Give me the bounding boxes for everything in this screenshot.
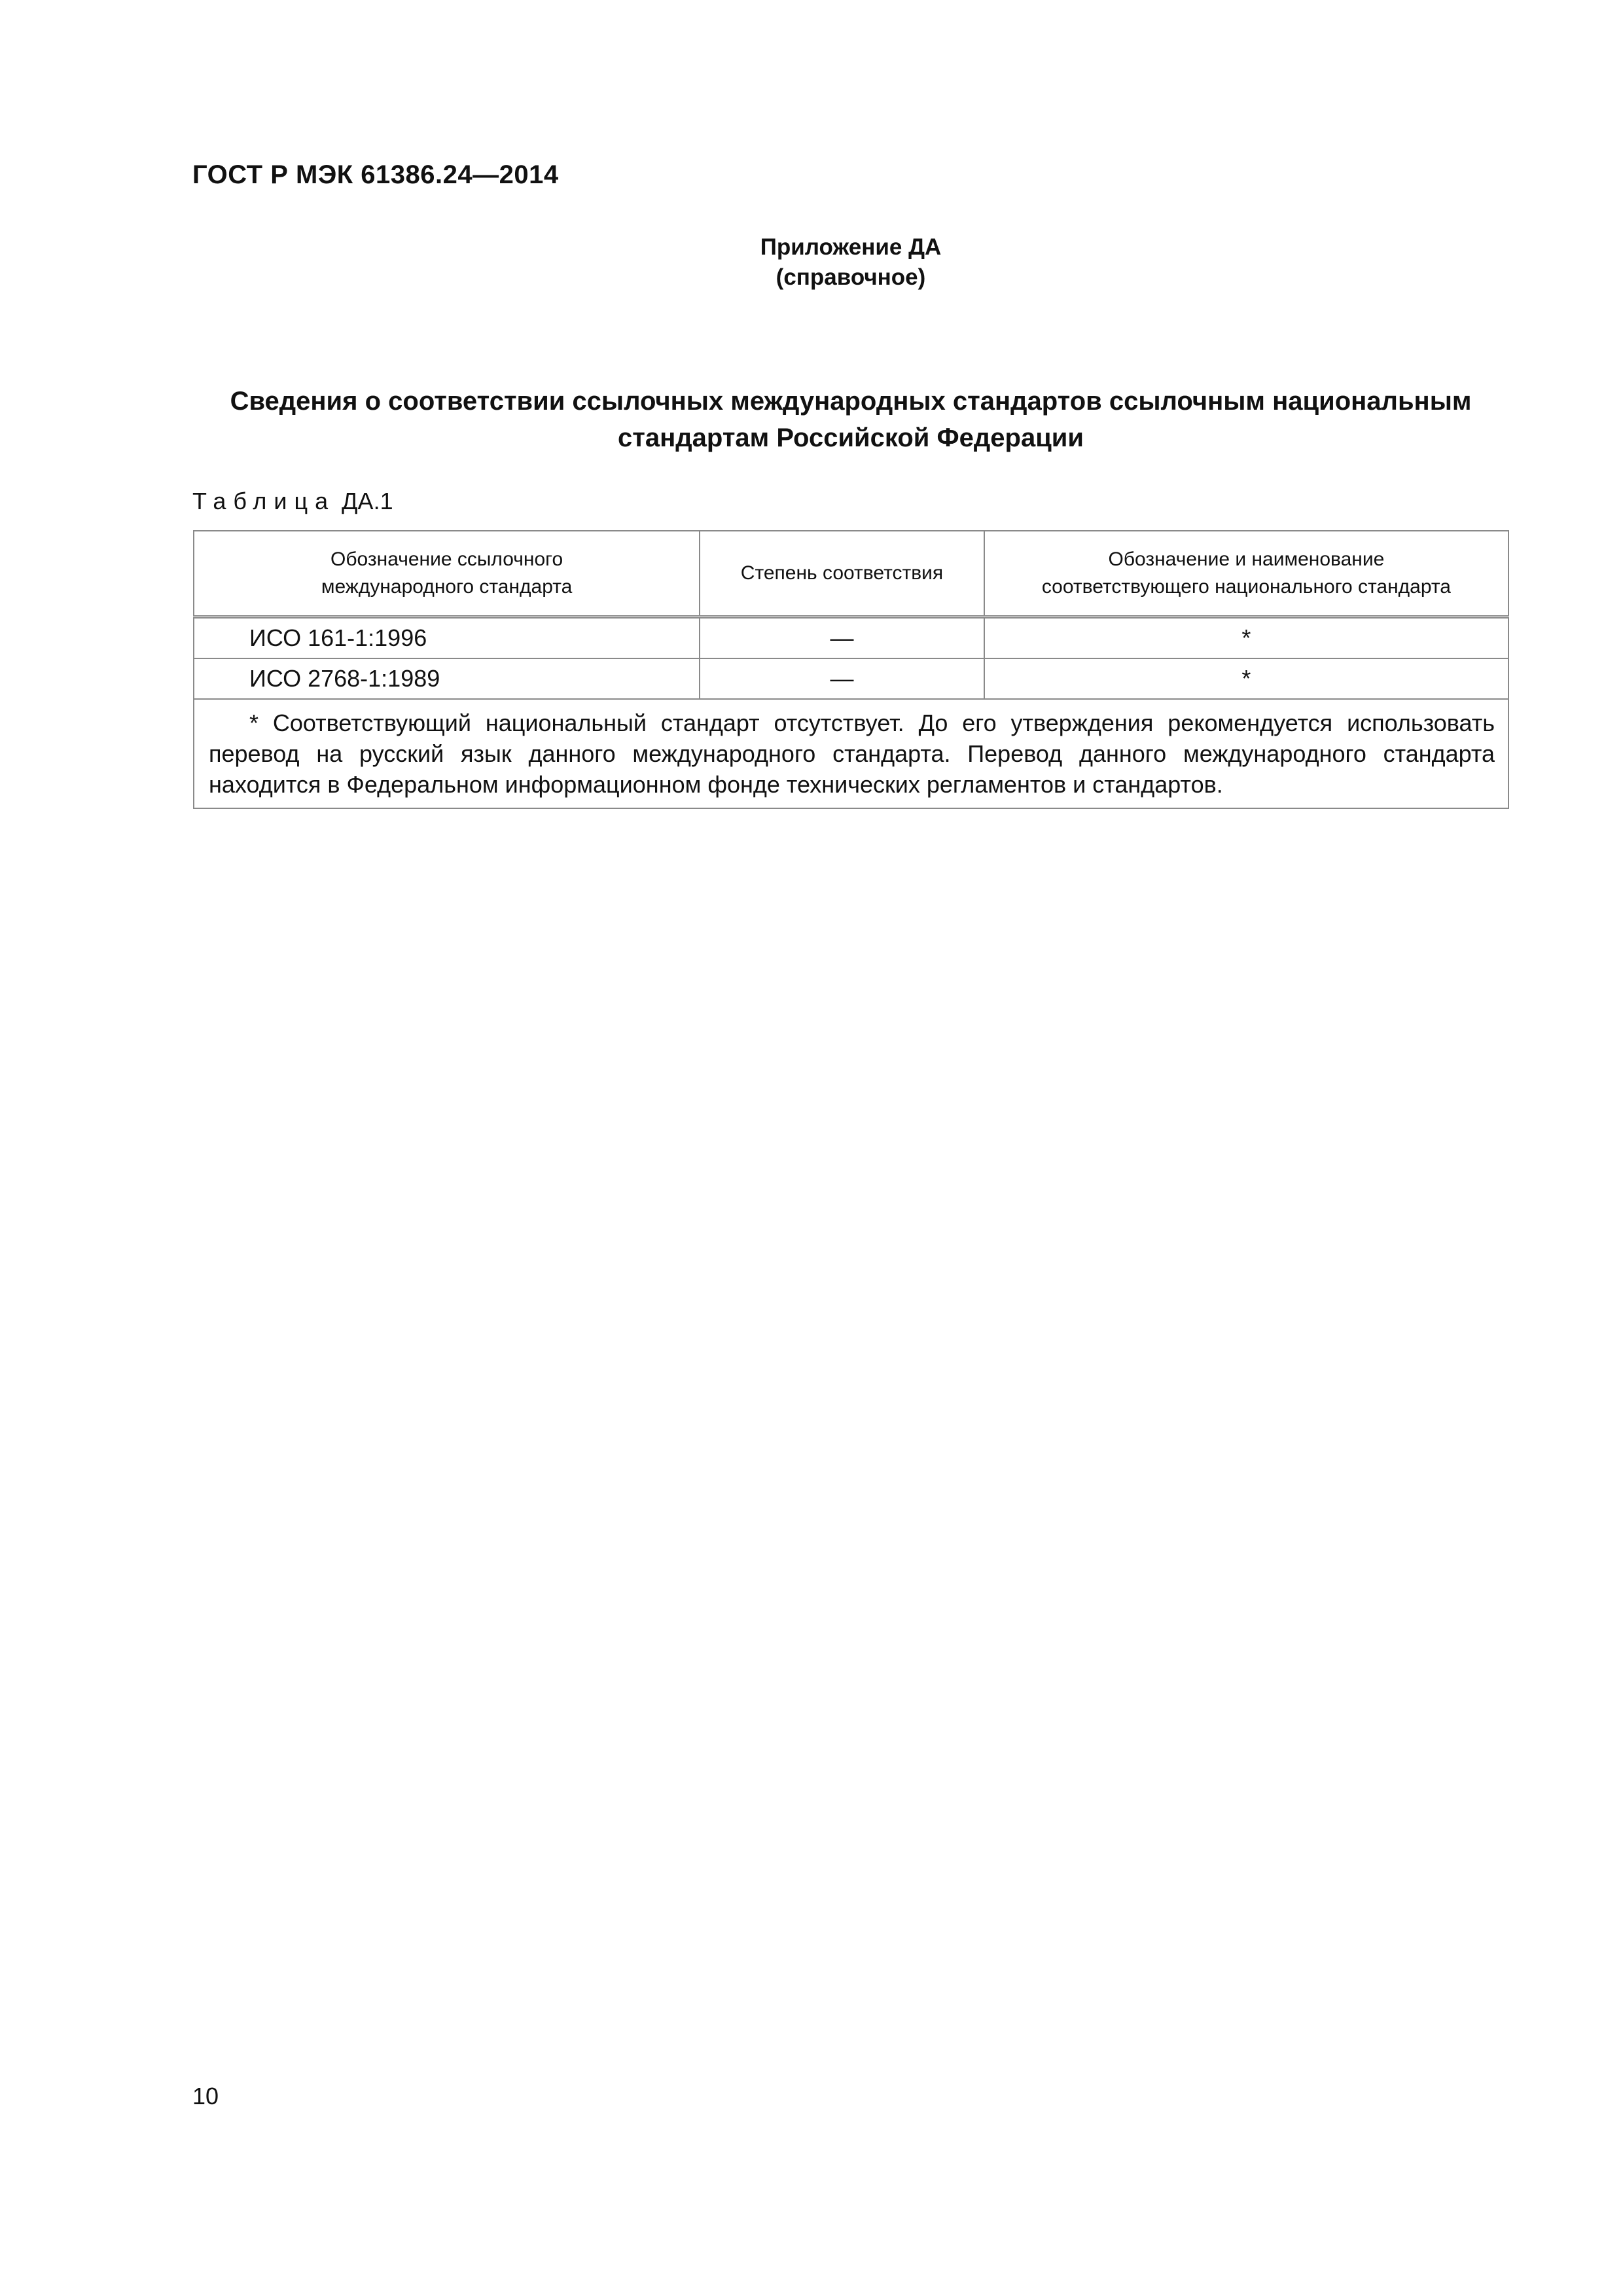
section-title-line-2: стандартам Российской Федерации <box>618 423 1084 452</box>
annex-type: (справочное) <box>776 264 926 290</box>
section-title-line-1: Сведения о соответствии ссылочных международных стандартов ссылочным национальным <box>230 387 1472 416</box>
column-header-national-line-2: соответствующего национального стандарта <box>1041 576 1451 598</box>
column-header-degree <box>700 531 984 617</box>
table-caption-word: Таблица <box>192 488 336 514</box>
column-header-intl-line-2: международного стандарта <box>321 576 573 598</box>
table-caption <box>192 488 393 515</box>
column-header-degree-line-1: Степень соответствия <box>740 562 944 584</box>
cell-degree: — <box>700 658 984 699</box>
table-header-row <box>194 531 1508 617</box>
cell-national-standard: * <box>984 617 1508 659</box>
column-header-intl-line-1: Обозначение ссылочного <box>330 548 563 570</box>
table-row <box>194 617 1508 659</box>
cell-degree: — <box>700 617 984 659</box>
table-caption-number: ДА.1 <box>342 488 393 514</box>
annex-heading <box>0 232 1623 293</box>
column-header-national-line-1: Обозначение и наименование <box>1108 548 1385 570</box>
page-number: 10 <box>192 2083 219 2109</box>
table-row <box>194 658 1508 699</box>
column-header-intl-standard <box>194 531 700 617</box>
table-footnote: * Соответствующий национальный стандарт отсутствует. До его утверждения рекомендуется использовать перевод на русский язык данного международного стандарта. Перевод данного международного стандарта находится в Федеральном информационном фонде технических регламентов и стандартов. <box>194 699 1508 808</box>
table-footnote-row <box>194 699 1508 808</box>
correspondence-table <box>193 530 1509 809</box>
document-code: ГОСТ Р МЭК 61386.24—2014 <box>192 160 559 189</box>
cell-intl-standard: ИСО 2768-1:1989 <box>194 658 700 699</box>
annex-title: Приложение ДА <box>760 234 942 260</box>
section-title <box>192 383 1509 456</box>
cell-national-standard: * <box>984 658 1508 699</box>
cell-intl-standard: ИСО 161-1:1996 <box>194 617 700 659</box>
column-header-national-standard <box>984 531 1508 617</box>
